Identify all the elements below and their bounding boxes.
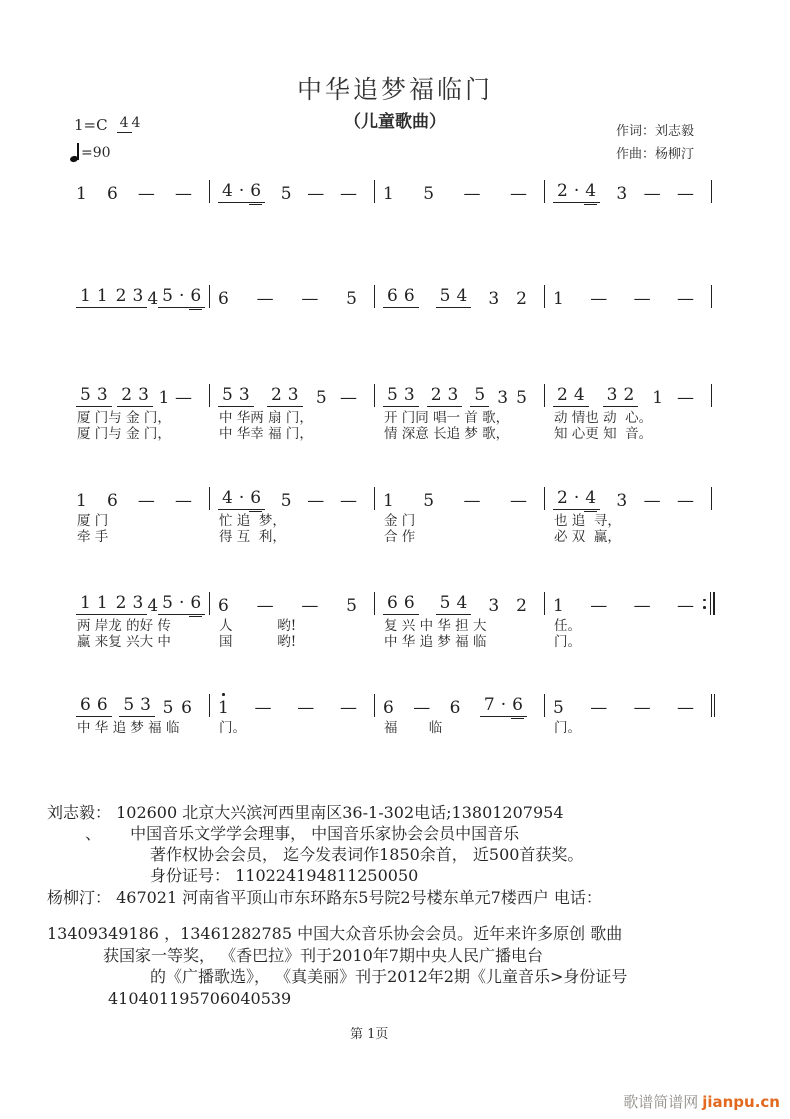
- notes-row: [545, 591, 712, 615]
- notes-row: [545, 693, 712, 717]
- dash-note: —: [677, 698, 694, 718]
- notes-row: [545, 179, 712, 203]
- song-title: 中华追梦福临门: [296, 75, 493, 104]
- note: 2: [270, 385, 282, 405]
- time-signature: [117, 116, 141, 130]
- lyric-line-2: 合 作: [384, 528, 416, 545]
- composer-credit: 作曲：杨柳汀: [616, 147, 695, 162]
- dash-note: —: [590, 596, 608, 616]
- lyric-line-2: 必 双 赢，: [554, 528, 621, 545]
- beam-group: [553, 182, 600, 203]
- note: 2: [557, 488, 568, 508]
- notes-text-line: 获国家一等奖， 《香巴拉》刊于2010年7期中央人民广播电台: [103, 946, 543, 965]
- measure: [375, 179, 545, 203]
- notes-row: [375, 179, 545, 203]
- watermark-link[interactable]: [623, 1091, 780, 1112]
- dash-note: —: [297, 698, 315, 718]
- lyric-line-1: 任。: [554, 618, 581, 634]
- note: 2: [115, 286, 127, 306]
- measure: [375, 693, 545, 737]
- barline: [711, 384, 712, 407]
- lyric-line-1: 门。: [219, 720, 246, 736]
- beam-group: [218, 182, 265, 203]
- dash-note: —: [633, 289, 651, 309]
- lyric-line-2: 得 互 利，: [219, 528, 286, 545]
- note: 2: [516, 596, 527, 616]
- score-system: [68, 284, 712, 308]
- notes-row: [375, 486, 545, 510]
- barline-thin: [710, 592, 711, 615]
- note: 4: [147, 596, 159, 616]
- key-signature: [74, 116, 140, 134]
- notes-row: [68, 179, 210, 203]
- measure: [68, 383, 210, 442]
- dash-note: —: [254, 698, 272, 718]
- measure: [545, 591, 712, 650]
- note: 5: [346, 596, 357, 616]
- sixteenth-beam: [511, 718, 524, 719]
- notes-row: [210, 693, 375, 717]
- measure: [210, 179, 375, 203]
- note: 1: [80, 286, 91, 306]
- beam-group: [76, 287, 112, 308]
- repeat-barline: [703, 592, 715, 615]
- note: 5: [123, 695, 135, 715]
- octave-dot: [222, 693, 225, 696]
- beam-group: [553, 489, 600, 510]
- dash-note: —: [677, 289, 694, 309]
- note: 4: [222, 181, 233, 201]
- note: 3: [606, 385, 618, 405]
- lyric-line-2: 厦 门与 金 门，: [77, 425, 171, 442]
- barline: [711, 180, 712, 203]
- lyric-line-2: 中 华幸 福 门，: [219, 425, 313, 442]
- lyric-line-2: 牵 手: [77, 528, 109, 545]
- note: 6: [383, 698, 394, 718]
- measure: [68, 284, 210, 308]
- dash-note: —: [413, 698, 431, 718]
- notes-row: [375, 383, 545, 407]
- dash-note: —: [137, 184, 155, 204]
- notes-row: [545, 383, 712, 407]
- dash-note: —: [301, 289, 319, 309]
- lyric-line-1: 复 兴 中 华 担 大: [384, 618, 487, 634]
- lyric-line-1: 人 哟!: [219, 618, 297, 634]
- note: 3: [616, 491, 628, 511]
- note: 6: [190, 594, 201, 612]
- note: 5: [162, 698, 174, 718]
- score-system: [68, 486, 712, 545]
- beam-group: [119, 696, 155, 717]
- notes-row: [375, 693, 545, 717]
- dash-note: —: [256, 596, 274, 616]
- note: 5: [80, 385, 91, 405]
- score-system: [68, 591, 712, 650]
- measure: [545, 486, 712, 545]
- beam-group: [117, 386, 153, 407]
- beam-group: [112, 287, 148, 308]
- measure: [210, 591, 375, 650]
- notes-row: [210, 486, 375, 510]
- dash-note: —: [174, 491, 192, 511]
- watermark-url[interactable]: jianpu.cn: [702, 1093, 780, 1111]
- repeat-dots: [703, 599, 706, 609]
- note: 4: [456, 286, 468, 306]
- lyric-line-2: 中 华 追 梦 福 临: [384, 633, 487, 650]
- score-system: [68, 179, 712, 203]
- notes-text-line: 410401195706040539: [108, 989, 292, 1008]
- note: 2: [516, 289, 527, 309]
- lyric-line-1: 也 追 寻，: [554, 513, 621, 529]
- notes-text-line: 、 中国音乐文学学会理事， 中国音乐家协会会员中国音乐: [85, 824, 520, 843]
- dash-note: —: [643, 184, 661, 204]
- note: 6: [387, 593, 398, 613]
- barline-end: [713, 592, 716, 615]
- beam-group: [76, 386, 112, 407]
- note: 6: [403, 593, 415, 613]
- watermark-site-name: 歌谱简谱网: [623, 1093, 699, 1111]
- measure: [68, 179, 210, 203]
- note: 6: [80, 695, 91, 715]
- notes-text-line: 身份证号： 110224194811250050: [150, 866, 419, 885]
- sixteenth-beam: [189, 309, 202, 310]
- lyric-line-2: 国 哟!: [219, 633, 297, 650]
- note: 1: [553, 289, 564, 309]
- note: 5: [516, 388, 527, 408]
- lyric-line-1: 忙 追 梦，: [219, 513, 286, 529]
- repeat-dot: [703, 606, 706, 609]
- time-signature-bottom: 4: [131, 115, 141, 131]
- note: 2: [121, 385, 133, 405]
- dash-note: —: [509, 491, 527, 511]
- beam-group: [218, 489, 265, 510]
- measure: [545, 284, 712, 308]
- note: 2: [557, 385, 568, 405]
- measure: [375, 284, 545, 308]
- dash-note: —: [463, 491, 481, 511]
- lyric-line-1: 两 岸龙 的好 传: [77, 618, 171, 634]
- note: 5: [553, 698, 564, 718]
- note: ·: [178, 593, 185, 613]
- notes-row: [210, 179, 375, 203]
- lyric-line-1: 开 门同 唱一 首 歌，: [384, 410, 510, 426]
- final-barline: [709, 694, 715, 717]
- beam-group: [112, 594, 148, 615]
- tempo-value: =90: [81, 145, 111, 161]
- measure: [210, 486, 375, 545]
- note: 6: [250, 182, 261, 200]
- dash-note: —: [463, 184, 481, 204]
- lyric-line-1: 中 华 追 梦 福 临: [77, 720, 180, 736]
- note: 4: [585, 182, 596, 200]
- note: 3: [488, 289, 500, 309]
- beam-group: [383, 287, 419, 308]
- note: ·: [573, 181, 580, 201]
- measure: [68, 486, 210, 545]
- dash-note: —: [633, 698, 651, 718]
- beam-group: [436, 594, 472, 615]
- lyric-line-1: 厦 门与 金 门，: [77, 410, 171, 426]
- lyric-line-1: 中 华两 扇 门，: [219, 410, 313, 426]
- dash-note: —: [339, 698, 357, 718]
- beam-group: [383, 594, 419, 615]
- note: 3: [287, 385, 299, 405]
- lyric-line-1: 金 门: [384, 513, 416, 529]
- beam-group: [218, 386, 254, 407]
- notes-row: [210, 284, 375, 308]
- dash-note: —: [301, 596, 319, 616]
- note: ·: [500, 695, 507, 715]
- barline: [711, 285, 712, 308]
- note: 3: [616, 184, 628, 204]
- note: ·: [238, 488, 245, 508]
- notes-row: [545, 284, 712, 308]
- note: 6: [218, 596, 229, 616]
- notes-row: [545, 486, 712, 510]
- measure: [210, 383, 375, 442]
- note: 5: [439, 593, 451, 613]
- song-subtitle: （儿童歌曲）: [344, 112, 446, 132]
- note: 4: [573, 385, 585, 405]
- lyric-line-2: 赢 来复 兴大 中: [77, 633, 171, 650]
- note: 6: [106, 184, 118, 204]
- measure: [210, 284, 375, 308]
- dash-note: —: [174, 184, 192, 204]
- note: 6: [250, 489, 261, 507]
- notes-text-line: 著作权协会会员， 迄今发表词作1850余首， 近500首获奖。: [150, 845, 584, 864]
- sixteenth-beam: [249, 204, 262, 205]
- sixteenth-beam: [584, 204, 597, 205]
- dash-note: —: [676, 491, 694, 511]
- note: 3: [138, 385, 149, 405]
- note: 6: [218, 289, 229, 309]
- note: 6: [512, 696, 523, 714]
- note: 5: [222, 385, 233, 405]
- note: 1: [553, 596, 564, 616]
- note: 5: [162, 593, 173, 613]
- notes-text-line: 13409349186 ，13461282785 中国大众音乐协会会员。近年来许多原创 歌曲: [47, 924, 623, 943]
- dash-note: —: [677, 388, 694, 408]
- notes-row: [210, 591, 375, 615]
- dash-note: —: [633, 596, 651, 616]
- note: 3: [132, 593, 144, 613]
- notes-row: [68, 486, 210, 510]
- measure: [375, 486, 545, 545]
- note: 4: [147, 289, 159, 309]
- sixteenth-beam: [584, 511, 597, 512]
- dash-note: —: [256, 289, 274, 309]
- note: 1: [383, 491, 394, 511]
- note: 2: [430, 385, 442, 405]
- dash-note: —: [340, 491, 357, 511]
- note: 6: [403, 286, 415, 306]
- tempo-marking: [70, 142, 111, 164]
- note: 3: [132, 286, 144, 306]
- note: 6: [96, 695, 108, 715]
- notes-row: [375, 284, 545, 308]
- note: 1: [80, 593, 91, 613]
- note: 1: [383, 184, 394, 204]
- dash-note: —: [677, 596, 694, 616]
- quarter-note-icon: [70, 142, 81, 162]
- notes-text-line: 刘志毅： 102600 北京大兴滨河西里南区36-1-302电话;13801207954: [47, 803, 564, 822]
- note: 5: [474, 385, 486, 405]
- measure: [545, 383, 712, 442]
- beam-group: [267, 386, 303, 407]
- lyric-line-1: 厦 门: [77, 513, 109, 529]
- note: 6: [106, 491, 118, 511]
- note: 5: [162, 286, 173, 306]
- note: 3: [140, 695, 151, 715]
- lyric-line-1: 动 情也 动 心。: [554, 410, 653, 426]
- note: 5: [280, 184, 292, 204]
- note: 1: [158, 388, 170, 408]
- page-number: 第 1页: [350, 1027, 389, 1042]
- time-signature-top: 4: [117, 115, 132, 133]
- beam-group: [76, 594, 112, 615]
- dash-note: —: [676, 184, 694, 204]
- dash-note: —: [643, 491, 661, 511]
- notes-row: [68, 284, 210, 308]
- note: 3: [447, 385, 459, 405]
- beam-group: [383, 386, 419, 407]
- measure: [210, 693, 375, 737]
- notes-row: [68, 693, 210, 717]
- beam-group: [427, 386, 463, 407]
- repeat-dot: [703, 599, 706, 602]
- dash-note: —: [590, 289, 608, 309]
- note: 1: [652, 388, 664, 408]
- note: 1: [76, 491, 87, 511]
- lyric-line-2: 知 心更 知 音。: [554, 425, 653, 442]
- beam-group: [470, 386, 489, 407]
- note: 1: [218, 699, 229, 717]
- barline-end: [714, 694, 715, 717]
- beam-group: [76, 696, 112, 717]
- notes-row: [68, 383, 210, 407]
- sixteenth-beam: [249, 511, 262, 512]
- note: 2: [557, 181, 568, 201]
- dash-note: —: [307, 491, 325, 511]
- note: 1: [96, 286, 108, 306]
- lyric-line-1: 门。: [554, 720, 581, 736]
- note: 5: [315, 388, 327, 408]
- note: ·: [238, 181, 245, 201]
- credits: [616, 120, 694, 166]
- dash-note: —: [339, 388, 357, 408]
- key-label: 1=C: [74, 116, 108, 134]
- note: ·: [573, 488, 580, 508]
- beam-group: [603, 386, 639, 407]
- notes-text-line: 杨柳汀： 467021 河南省平顶山市东环路东5号院2号楼东单元7楼西户 电话：: [47, 888, 602, 907]
- dash-note: —: [340, 184, 357, 204]
- beam-group: [158, 287, 205, 308]
- note: 4: [222, 488, 233, 508]
- note: 5: [280, 491, 292, 511]
- barline: [711, 487, 712, 510]
- dash-note: —: [137, 491, 155, 511]
- measure: [68, 693, 210, 737]
- note: 4: [585, 489, 596, 507]
- note: 3: [238, 385, 250, 405]
- beam-group: [480, 696, 527, 717]
- lyric-line-2: 门。: [554, 633, 581, 650]
- measure: [375, 383, 545, 442]
- measure: [375, 591, 545, 650]
- measure: [545, 179, 712, 203]
- dash-note: —: [590, 698, 608, 718]
- note: 1: [76, 184, 87, 204]
- note: 2: [115, 593, 127, 613]
- measure: [68, 591, 210, 650]
- dash-note: —: [174, 388, 192, 408]
- note: 5: [423, 491, 435, 511]
- note: 5: [346, 289, 357, 309]
- note: 5: [387, 385, 398, 405]
- note: 3: [403, 385, 415, 405]
- score-system: [68, 383, 712, 442]
- notes-text-line: 的《广播歌选》， 《真美丽》刊于2012年2期《儿童音乐>身份证号: [150, 967, 628, 986]
- dash-note: —: [509, 184, 527, 204]
- note: 6: [181, 698, 192, 718]
- notes-row: [210, 383, 375, 407]
- notes-row: [68, 591, 210, 615]
- note: 3: [96, 385, 108, 405]
- dash-note: —: [307, 184, 325, 204]
- beam-group: [436, 287, 472, 308]
- note: 5: [423, 184, 435, 204]
- beam-group: [553, 386, 589, 407]
- note: 4: [456, 593, 468, 613]
- note: 3: [488, 596, 500, 616]
- lyric-line-1: 福 临: [384, 720, 443, 736]
- lyric-line-2: 情 深意 长追 梦 歌，: [384, 425, 510, 442]
- note: 6: [190, 287, 201, 305]
- note: ·: [178, 286, 185, 306]
- lyricist-credit: 作词：刘志毅: [616, 124, 695, 139]
- note: 1: [96, 593, 108, 613]
- note: 6: [387, 286, 398, 306]
- note: 3: [497, 388, 509, 408]
- note: 6: [449, 698, 461, 718]
- notes-row: [375, 591, 545, 615]
- note: 2: [623, 385, 635, 405]
- note: 5: [439, 286, 451, 306]
- measure: [545, 693, 712, 737]
- note: 7: [483, 695, 495, 715]
- beam-group: [158, 594, 205, 615]
- score-system: [68, 693, 712, 737]
- barline-thin: [711, 694, 712, 717]
- sixteenth-beam: [189, 616, 202, 617]
